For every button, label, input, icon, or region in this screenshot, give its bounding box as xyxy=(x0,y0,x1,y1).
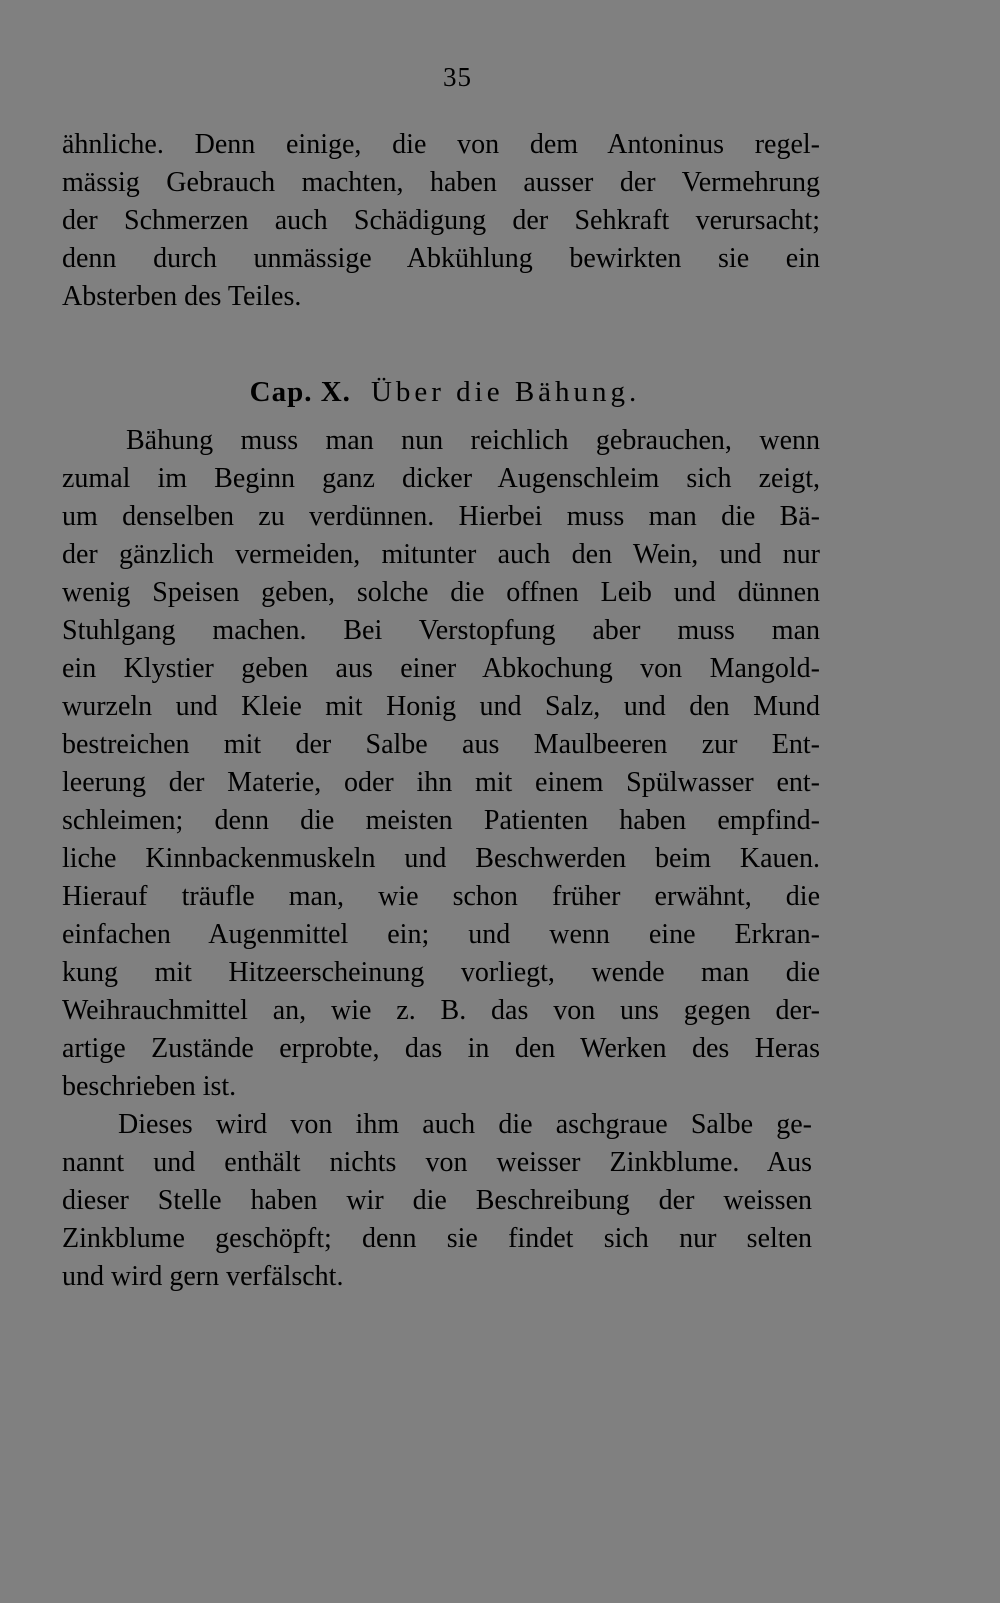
chapter-title: Über die Bähung. xyxy=(370,376,641,408)
text-line: schleimen; denn die meisten Patienten haben empfind- xyxy=(62,805,820,836)
text-line: liche Kinnbackenmuskeln und Beschwerden beim Kauen. xyxy=(62,843,820,874)
chapter-heading xyxy=(0,372,890,412)
text-line: dieser Stelle haben wir die Beschreibung der weissen xyxy=(62,1185,812,1216)
text-line: Hierauf träufle man, wie schon früher erwähnt, die xyxy=(62,881,820,912)
text-line: denn durch unmässige Abkühlung bewirkten sie ein xyxy=(62,243,820,274)
text-line: artige Zustände erprobte, das in den Werken des Heras xyxy=(62,1033,820,1064)
text-line: zumal im Beginn ganz dicker Augenschleim sich zeigt, xyxy=(62,463,820,494)
text-line: Stuhlgang machen. Bei Verstopfung aber muss man xyxy=(62,615,820,646)
text-line: kung mit Hitzeerscheinung vorliegt, wende man die xyxy=(62,957,820,988)
text-line: mässig Gebrauch machten, haben ausser der Vermehrung xyxy=(62,167,820,198)
text-line: nannt und enthält nichts von weisser Zinkblume. Aus xyxy=(62,1147,812,1178)
text-line: bestreichen mit der Salbe aus Maulbeeren zur Ent- xyxy=(62,729,820,760)
text-line: der gänzlich vermeiden, mitunter auch den Wein, und nur xyxy=(62,539,820,570)
text-line: leerung der Materie, oder ihn mit einem Spülwasser ent- xyxy=(62,767,820,798)
page-number: 35 xyxy=(443,62,472,92)
text-line: Zinkblume geschöpft; denn sie findet sich nur selten xyxy=(62,1223,812,1254)
text-line: Absterben des Teiles. xyxy=(62,281,302,312)
text-line: wenig Speisen geben, solche die offnen Leib und dünnen xyxy=(62,577,820,608)
text-line: beschrieben ist. xyxy=(62,1071,237,1102)
text-line: und wird gern verfälscht. xyxy=(62,1261,344,1292)
text-line: Bähung muss man nun reichlich gebrauchen, wenn xyxy=(126,425,820,456)
text-line: Weihrauchmittel an, wie z. B. das von uns gegen der- xyxy=(62,995,820,1026)
chapter-number: Cap. X. xyxy=(249,376,351,408)
text-line: Dieses wird von ihm auch die aschgraue Salbe ge- xyxy=(118,1109,812,1140)
text-line: wurzeln und Kleie mit Honig und Salz, und den Mund xyxy=(62,691,820,722)
text-line: um denselben zu verdünnen. Hierbei muss man die Bä- xyxy=(62,501,820,532)
text-line: einfachen Augenmittel ein; und wenn eine Erkran- xyxy=(62,919,820,950)
text-line: ein Klystier geben aus einer Abkochung von Mangold- xyxy=(62,653,820,684)
text-line: ähnliche. Denn einige, die von dem Antoninus regel- xyxy=(62,129,820,160)
text-line: der Schmerzen auch Schädigung der Sehkraft verursacht; xyxy=(62,205,820,236)
